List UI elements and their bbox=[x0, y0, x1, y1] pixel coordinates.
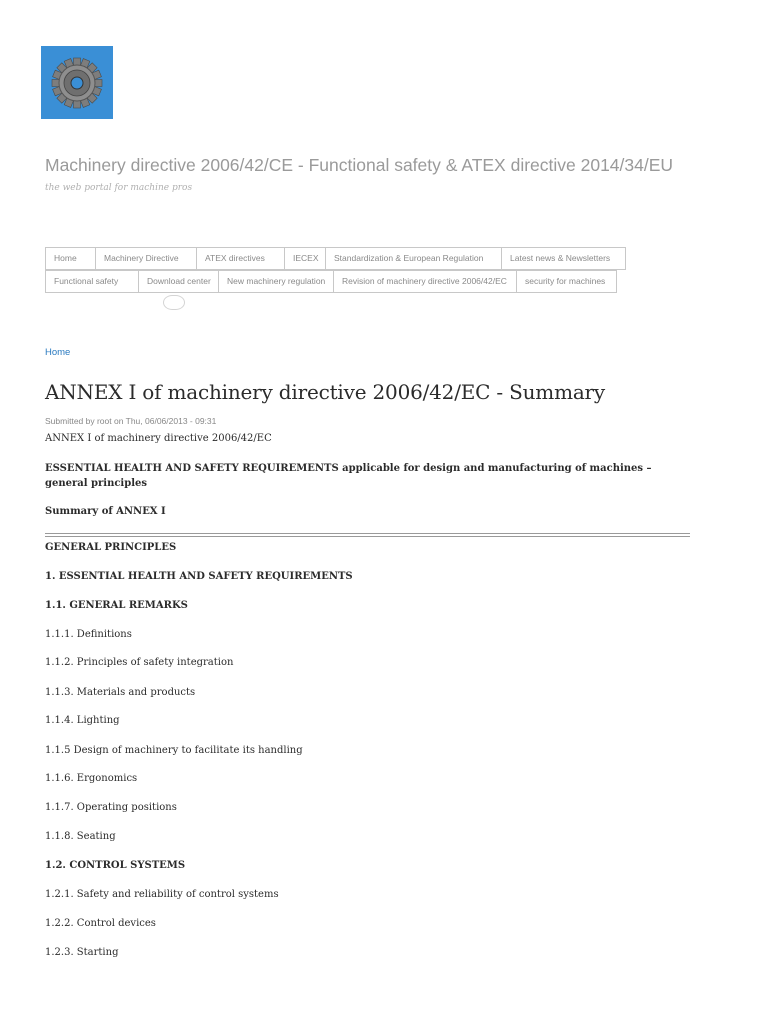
menu-item-home[interactable]: Home bbox=[45, 247, 96, 270]
list-item: 1.2.1. Safety and reliability of control systems bbox=[45, 889, 279, 900]
list-item: 1.1.3. Materials and products bbox=[45, 687, 196, 698]
gear-icon bbox=[41, 46, 113, 119]
section-1-heading: 1. ESSENTIAL HEALTH AND SAFETY REQUIREMENTS bbox=[45, 571, 353, 582]
menu-item-download-center[interactable]: Download center bbox=[138, 270, 219, 293]
main-menu-row-2 bbox=[45, 270, 616, 293]
summary-heading: Summary of ANNEX I bbox=[45, 506, 166, 517]
divider bbox=[45, 533, 690, 537]
main-menu-row-1 bbox=[45, 247, 625, 270]
section-1-1-heading: 1.1. GENERAL REMARKS bbox=[45, 600, 188, 611]
menu-toggle[interactable] bbox=[163, 295, 185, 310]
menu-item-revision-machinery-directive[interactable]: Revision of machinery directive 2006/42/EC bbox=[333, 270, 517, 293]
list-item: 1.1.5 Design of machinery to facilitate its handling bbox=[45, 745, 303, 756]
menu-item-functional-safety[interactable]: Functional safety bbox=[45, 270, 139, 293]
menu-item-latest-news[interactable]: Latest news & Newsletters bbox=[501, 247, 626, 270]
menu-item-atex-directives[interactable]: ATEX directives bbox=[196, 247, 285, 270]
list-item: 1.1.8. Seating bbox=[45, 831, 116, 842]
general-principles-heading: GENERAL PRINCIPLES bbox=[45, 542, 177, 553]
breadcrumb-home[interactable]: Home bbox=[45, 347, 71, 358]
list-item: 1.1.7. Operating positions bbox=[45, 802, 177, 813]
site-logo[interactable] bbox=[41, 46, 113, 119]
list-item: 1.1.4. Lighting bbox=[45, 715, 120, 726]
site-name-link[interactable]: Machinery directive 2006/42/CE - Functional safety & ATEX directive 2014/34/EU bbox=[45, 155, 674, 175]
menu-item-standardization[interactable]: Standardization & European Regulation bbox=[325, 247, 502, 270]
list-item: 1.2.3. Starting bbox=[45, 947, 119, 958]
menu-item-new-machinery-regulation[interactable]: New machinery regulation bbox=[218, 270, 334, 293]
list-item: 1.2.2. Control devices bbox=[45, 918, 156, 929]
list-item: 1.1.6. Ergonomics bbox=[45, 773, 138, 784]
list-item: 1.1.2. Principles of safety integration bbox=[45, 657, 234, 668]
menu-item-machinery-directive[interactable]: Machinery Directive bbox=[95, 247, 197, 270]
article-intro: ANNEX I of machinery directive 2006/42/EC bbox=[45, 433, 272, 444]
submitted-info: Submitted by root on Thu, 06/06/2013 - 09:31 bbox=[45, 416, 217, 426]
page-title: ANNEX I of machinery directive 2006/42/EC - Summary bbox=[45, 380, 606, 404]
menu-item-security-for-machines[interactable]: security for machines bbox=[516, 270, 617, 293]
list-item: 1.1.1. Definitions bbox=[45, 629, 132, 640]
section-1-2-heading: 1.2. CONTROL SYSTEMS bbox=[45, 860, 186, 871]
site-slogan: the web portal for machine pros bbox=[45, 183, 193, 193]
essential-requirements-heading: ESSENTIAL HEALTH AND SAFETY REQUIREMENTS applicable for design and manufacturing of machines – general principles bbox=[45, 463, 652, 489]
menu-item-iecex[interactable]: IECEX bbox=[284, 247, 326, 270]
